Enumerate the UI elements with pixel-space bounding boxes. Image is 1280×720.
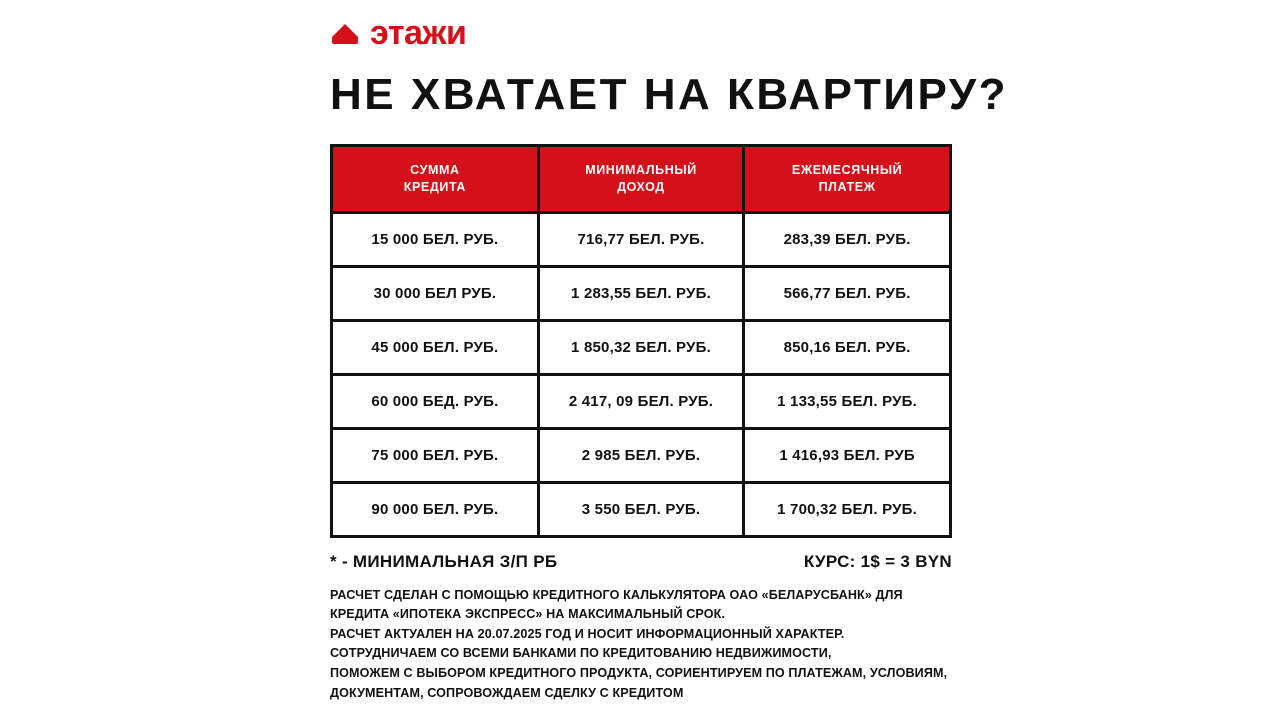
fineprint-line: ПОМОЖЕМ С ВЫБОРОМ КРЕДИТНОГО ПРОДУКТА, СОРИЕНТИРУЕМ ПО ПЛАТЕЖАМ, УСЛОВИЯМ,	[330, 666, 948, 680]
note-minimum-salary: * - МИНИМАЛЬНАЯ З/П РБ	[330, 551, 558, 571]
cell-min-income: 3 550 БЕЛ. РУБ.	[538, 482, 743, 535]
credit-table-container	[330, 144, 952, 538]
cell-credit-sum: 15 000 БЕЛ. РУБ.	[333, 212, 538, 266]
cell-credit-sum: 45 000 БЕЛ. РУБ.	[333, 320, 538, 374]
cell-credit-sum: 60 000 БЕД. РУБ.	[333, 374, 538, 428]
note-exchange-rate: КУРС: 1$ = 3 BYN	[803, 551, 952, 571]
poster-content	[330, 0, 1008, 703]
brand-name: этажи	[370, 14, 467, 52]
fineprint-line: СОТРУДНИЧАЕМ СО ВСЕМИ БАНКАМИ ПО КРЕДИТОВАНИЮ НЕДВИЖИМОСТИ,	[330, 646, 832, 661]
notes-row	[330, 552, 952, 572]
table-row	[333, 482, 949, 535]
cell-monthly-payment: 1 133,55 БЕЛ. РУБ.	[744, 374, 949, 428]
fineprint-line: ДОКУМЕНТАМ, СОПРОВОЖДАЕМ СДЕЛКУ С КРЕДИТОМ	[330, 685, 684, 700]
cell-min-income: 2 417, 09 БЕЛ. РУБ.	[538, 374, 743, 428]
column-header-line2: ДОХОД	[617, 180, 665, 195]
cell-credit-sum: 75 000 БЕЛ. РУБ.	[333, 428, 538, 482]
fineprint-line: КРЕДИТА «ИПОТЕКА ЭКСПРЕСС» НА МАКСИМАЛЬНЫЙ СРОК.	[330, 607, 726, 622]
column-header-monthly-payment	[744, 147, 949, 212]
brand-logo	[330, 0, 952, 50]
cell-monthly-payment: 850,16 БЕЛ. РУБ.	[744, 320, 949, 374]
column-header-line1: ЕЖЕМЕСЯЧНЫЙ	[791, 163, 903, 178]
table-row	[333, 266, 949, 320]
page-title: НЕ ХВАТАЕТ НА КВАРТИРУ?	[330, 70, 1008, 119]
cell-credit-sum: 90 000 БЕЛ. РУБ.	[333, 482, 538, 535]
cell-min-income: 1 283,55 БЕЛ. РУБ.	[538, 266, 743, 320]
table-header-row	[333, 147, 949, 212]
cell-min-income: 2 985 БЕЛ. РУБ.	[538, 428, 743, 482]
cell-monthly-payment: 1 416,93 БЕЛ. РУБ	[744, 428, 949, 482]
column-header-min-income	[538, 147, 743, 212]
column-header-credit-sum	[333, 147, 538, 212]
fineprint-block	[330, 586, 952, 703]
table-row	[333, 374, 949, 428]
column-header-line2: ПЛАТЕЖ	[818, 180, 876, 195]
column-header-line1: МИНИМАЛЬНЫЙ	[585, 163, 697, 178]
table-row	[333, 212, 949, 266]
credit-table	[333, 147, 949, 535]
cell-monthly-payment: 283,39 БЕЛ. РУБ.	[744, 212, 949, 266]
house-roof-icon	[330, 20, 360, 46]
column-header-line1: СУММА	[410, 163, 460, 178]
cell-min-income: 1 850,32 БЕЛ. РУБ.	[538, 320, 743, 374]
table-row	[333, 428, 949, 482]
cell-min-income: 716,77 БЕЛ. РУБ.	[538, 212, 743, 266]
fineprint-line: РАСЧЕТ СДЕЛАН С ПОМОЩЬЮ КРЕДИТНОГО КАЛЬКУЛЯТОРА ОАО «БЕЛАРУСБАНК» ДЛЯ	[330, 587, 903, 602]
cell-monthly-payment: 566,77 БЕЛ. РУБ.	[744, 266, 949, 320]
table-row	[333, 320, 949, 374]
column-header-line2: КРЕДИТА	[403, 180, 467, 195]
fineprint-line: РАСЧЕТ АКТУАЛЕН НА 20.07.2025 ГОД И НОСИТ ИНФОРМАЦИОННЫЙ ХАРАКТЕР.	[330, 626, 845, 641]
cell-monthly-payment: 1 700,32 БЕЛ. РУБ.	[744, 482, 949, 535]
cell-credit-sum: 30 000 БЕЛ РУБ.	[333, 266, 538, 320]
